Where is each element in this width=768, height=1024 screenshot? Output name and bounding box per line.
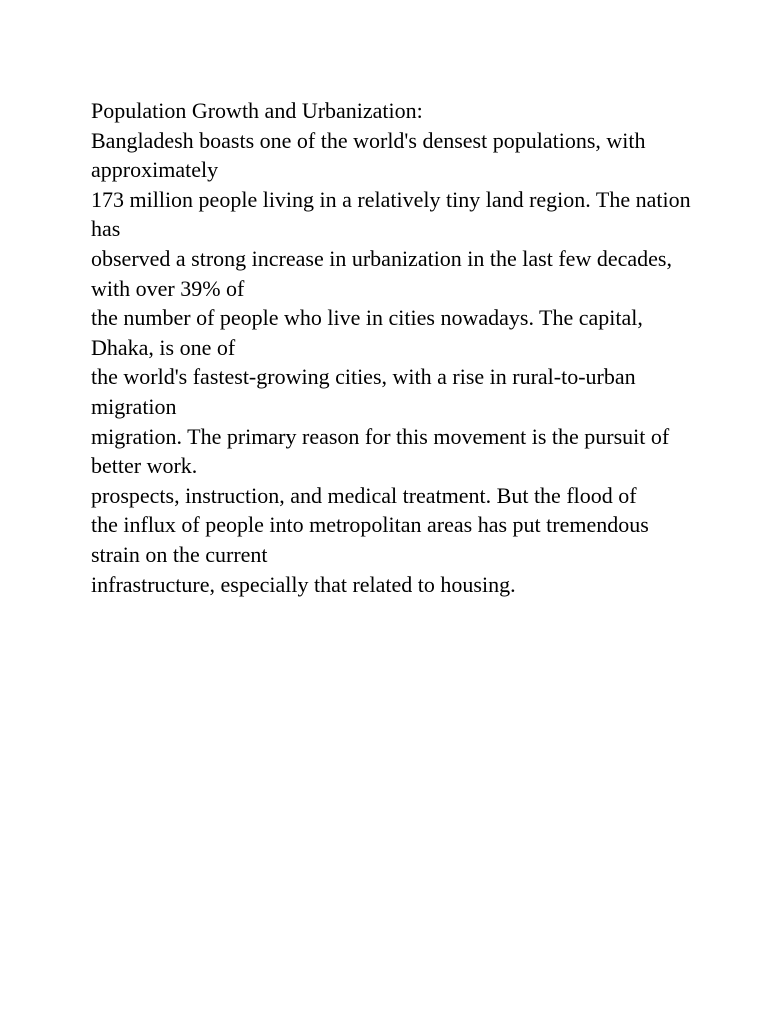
text-line: the influx of people into metropolitan areas has put tremendous strain on the current — [91, 512, 649, 567]
text-line: prospects, instruction, and medical treatment. But the flood of — [91, 482, 637, 508]
text-line: Bangladesh boasts one of the world's densest populations, with approximately — [91, 127, 646, 183]
text-line: migration. The primary reason for this movement is the pursuit of better work. — [91, 423, 670, 479]
document-body — [91, 96, 691, 599]
text-line: infrastructure, especially that related to housing. — [91, 571, 516, 597]
section-heading: Population Growth and Urbanization: — [91, 98, 423, 123]
text-line: the world's fastest-growing cities, with a rise in rural-to-urban migration — [91, 364, 636, 419]
text-line: observed a strong increase in urbanization in the last few decades, with over 39% of — [91, 245, 672, 301]
text-line: the number of people who live in cities nowadays. The capital, Dhaka, is one of — [91, 305, 643, 360]
text-line: 173 million people living in a relatively tiny land region. The nation has — [91, 186, 691, 242]
